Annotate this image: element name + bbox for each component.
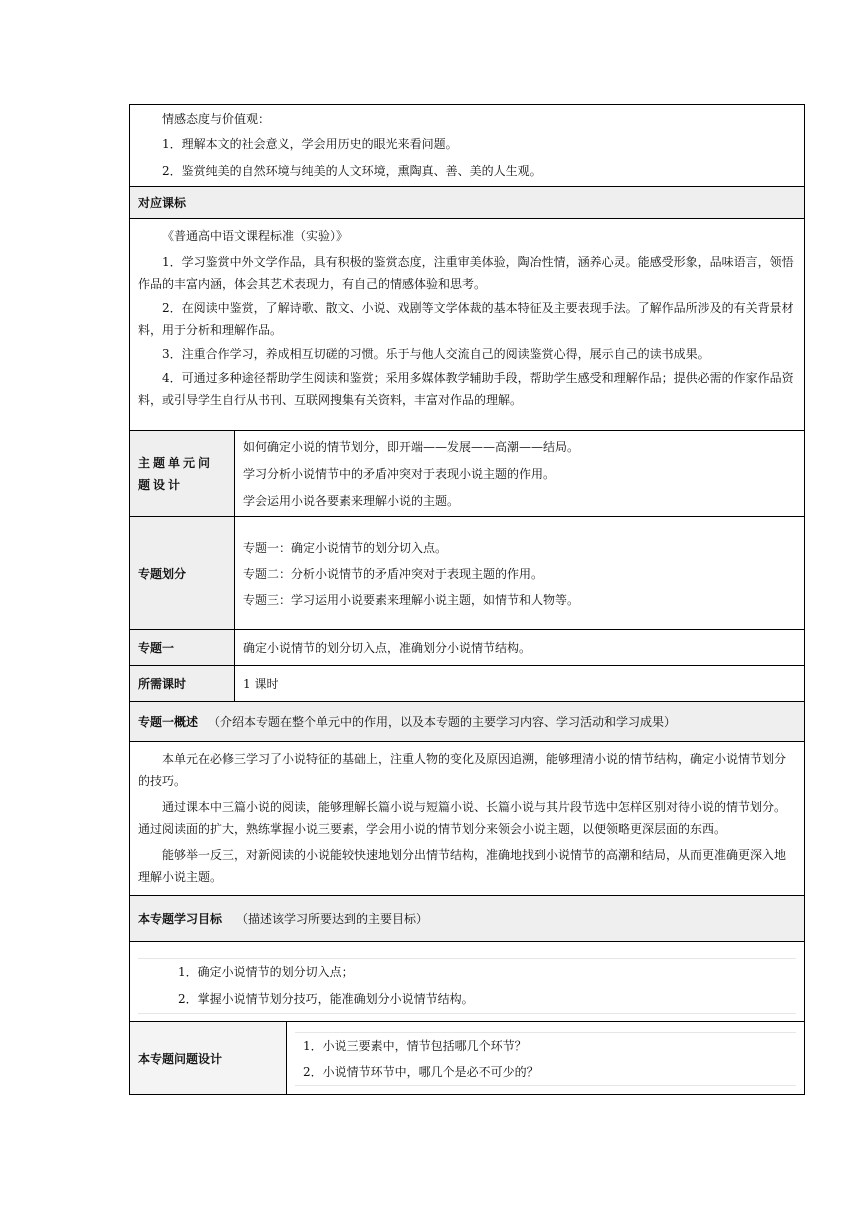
attitude-section	[130, 105, 804, 187]
unit-question-item: 学习分析小说情节中的矛盾冲突对于表现小说主题的作用。	[243, 467, 556, 481]
topic-division-item: 专题一：确定小说情节的划分切入点。	[243, 541, 448, 555]
topic-division-label-cell	[130, 517, 235, 629]
topic-questions-cell	[287, 1022, 804, 1094]
goal-item: 1．确定小说情节的划分切入点；	[178, 965, 354, 979]
goals-label: 本专题学习目标	[138, 912, 223, 926]
overview-label: 专题一概述	[138, 715, 199, 729]
class-hours-row	[130, 666, 804, 702]
topic-division-item: 专题三：学习运用小说要素来理解小说主题，如情节和人物等。	[243, 593, 580, 607]
class-hours-label: 所需课时	[138, 677, 187, 691]
goals-box	[138, 958, 796, 1014]
topic-division-label: 专题划分	[138, 566, 187, 581]
unit-questions-label-cell	[130, 431, 235, 516]
unit-question-item: 如何确定小说的情节划分，即开端——发展——高潮——结局。	[243, 440, 580, 454]
topic-questions-box	[295, 1032, 796, 1086]
standards-item: 4．可通过多种途径帮助学生阅读和鉴赏；采用多媒体教学辅助手段，帮助学生感受和理解作品；提供必需的作家作品资料，或引导学生自行从书刊、互联网搜集有关资料，丰富对作品的理解。	[138, 371, 794, 407]
unit-questions-label: 主题单元问题设计	[138, 455, 214, 492]
overview-body	[130, 742, 804, 896]
goals-header	[130, 896, 804, 942]
unit-questions-row	[130, 431, 804, 517]
overview-paragraph: 本单元在必修三学习了小说特征的基础上，注重人物的变化及原因追溯，能够理清小说的情节结构，确定小说情节划分的技巧。	[138, 752, 787, 788]
standards-header	[130, 187, 804, 219]
standards-item: 1．学习鉴赏中外文学作品，具有积极的鉴赏态度，注重审美体验，陶冶性情，涵养心灵。能感受形象，品味语言，领悟作品的丰富内涵，体会其艺术表现力，有自己的情感体验和思考。	[138, 255, 794, 291]
unit-question-item: 学会运用小说各要素来理解小说的主题。	[243, 494, 460, 508]
topic-questions-row	[130, 1022, 804, 1094]
topic-one-cell	[235, 630, 804, 665]
unit-questions-cell	[235, 431, 804, 516]
topic-division-item: 专题二：分析小说情节的矛盾冲突对于表现主题的作用。	[243, 567, 544, 581]
topic-one-label: 专题一	[138, 641, 175, 655]
topic-one-value: 确定小说情节的划分切入点，准确划分小说情节结构。	[243, 640, 532, 655]
overview-paragraph: 能够举一反三，对新阅读的小说能较快速地划分出情节结构，准确地找到小说情节的高潮和结局，从而更准确更深入地理解小说主题。	[138, 848, 787, 884]
goal-item: 2．掌握小说情节划分技巧，能准确划分小说情节结构。	[178, 992, 474, 1006]
topic-questions-label-cell	[130, 1022, 287, 1094]
topic-division-row	[130, 517, 804, 630]
topic-one-row	[130, 630, 804, 666]
standards-title: 《普通高中语文课程标准（实验）》	[162, 229, 349, 243]
attitude-item: 1．理解本文的社会意义，学会用历史的眼光来看问题。	[162, 137, 458, 151]
topic-one-label-cell	[130, 630, 235, 665]
topic-question-item: 1．小说三要素中，情节包括哪几个环节？	[303, 1039, 527, 1053]
class-hours-value: 1 课时	[243, 676, 279, 691]
standards-item: 2．在阅读中鉴赏，了解诗歌、散文、小说、戏剧等文学体裁的基本特征及主要表现手法。了解作品所涉及的有关背景材料，用于分析和理解作品。	[138, 301, 794, 337]
overview-note: （介绍本专题在整个单元中的作用，以及本专题的主要学习内容、学习活动和学习成果）	[208, 714, 677, 729]
class-hours-label-cell	[130, 666, 235, 701]
topic-question-item: 2．小说情节环节中，哪几个是必不可少的？	[303, 1065, 539, 1079]
goals-note: （描述该学习所要达到的主要目标）	[236, 911, 429, 926]
attitude-item: 2．鉴赏纯美的自然环境与纯美的人文环境，熏陶真、善、美的人生观。	[162, 164, 542, 178]
topic-questions-label: 本专题问题设计	[138, 1051, 223, 1066]
goals-body	[130, 942, 804, 1022]
topic-division-cell	[235, 517, 804, 629]
standards-item: 3．注重合作学习，养成相互切磋的习惯。乐于与他人交流自己的阅读鉴赏心得，展示自己的读书成果。	[162, 347, 710, 361]
attitude-heading: 情感态度与价值观：	[162, 112, 271, 126]
standards-body	[130, 219, 804, 431]
overview-header	[130, 702, 804, 742]
overview-paragraph: 通过课本中三篇小说的阅读，能够理解长篇小说与短篇小说、长篇小说与其片段节选中怎样区别对待小说的情节划分。通过阅读面的扩大，熟练掌握小说三要素，学会用小说的情节划分来领会小说主题，以便领略更深层面的东西。	[138, 800, 787, 836]
class-hours-cell	[235, 666, 804, 701]
standards-label: 对应课标	[138, 196, 187, 210]
lesson-plan-table	[129, 104, 805, 1095]
